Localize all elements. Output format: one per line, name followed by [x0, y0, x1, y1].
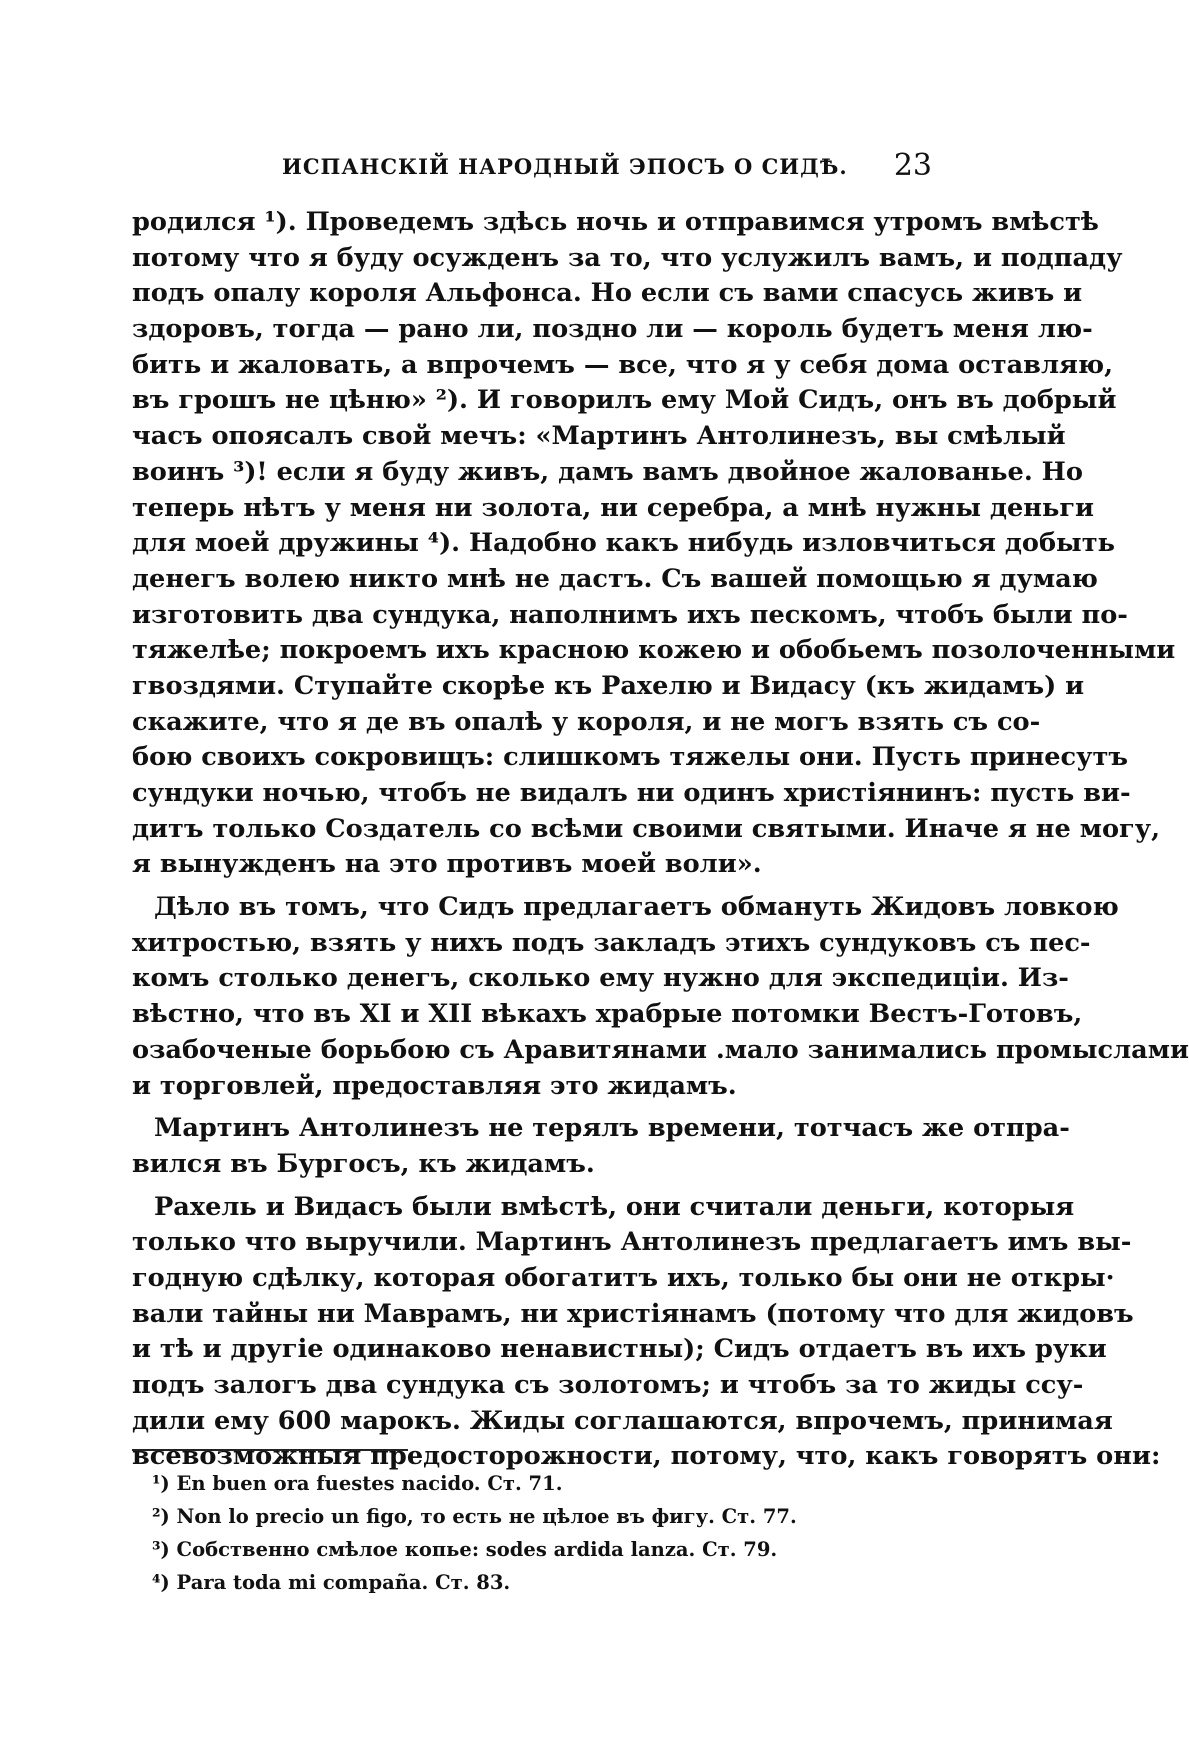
text-line: скажите, что я де въ опалѣ у короля, и не могъ взять съ со- — [132, 706, 1041, 737]
footnote-1: ¹) En buen ora fuestes nacido. Ст. 71. — [152, 1472, 563, 1495]
paragraph-2 — [132, 890, 1189, 1104]
text-line: гвоздями. Ступайте скорѣе къ Рахелю и Видасу (къ жидамъ) и — [132, 670, 1085, 701]
text-line: подъ залогъ два сундука съ золотомъ; и чтобъ за то жиды ссу- — [132, 1370, 1084, 1400]
text-line: только что выручили. Мартинъ Антолинезъ предлагаетъ имъ вы- — [132, 1227, 1132, 1258]
text-line: часъ опоясалъ свой мечъ: «Мартинъ Антолинезъ, вы смѣлый — [132, 421, 1066, 452]
text-line: въ грошъ не цѣню» ²). И говорилъ ему Мой Сидъ, онъ въ добрый — [132, 385, 1117, 416]
text-line: комъ столько денегъ, сколько ему нужно для экспедиціи. Из- — [132, 963, 1069, 994]
text-line: вился въ Бургосъ, къ жидамъ. — [132, 1148, 595, 1179]
footnote-4: ⁴) Para toda mi compaña. Ст. 83. — [152, 1571, 511, 1594]
text-line: бою своихъ сокровищъ: слишкомъ тяжелы они. Пусть принесутъ — [132, 742, 1128, 773]
body-text — [132, 205, 1189, 1475]
running-title: ИСПАНСКІЙ НАРОДНЫЙ ЭПОСЪ О СИДѢ. — [282, 154, 848, 179]
text-line: вали тайны ни Маврамъ, ни христіянамъ (потому что для жидовъ — [132, 1298, 1134, 1329]
text-line: потому что я буду осужденъ за то, что услужилъ вамъ, и подпаду — [132, 242, 1123, 273]
text-line: тяжелѣе; покроемъ ихъ красною кожею и обобьемъ позолоченными — [132, 635, 1176, 666]
footnote-2: ²) Non lo precio un figo, то есть не цѣлое въ фигу. Ст. 77. — [152, 1505, 797, 1528]
text-line: сундуки ночью, чтобъ не видалъ ни одинъ христіянинъ: пусть ви- — [132, 778, 1131, 808]
text-line: бить и жаловать, а впрочемъ — все, что я у себя дома оставляю, — [132, 349, 1114, 380]
footnote-3: ³) Собственно смѣлое копье: sodes ardida lanza. Ст. 79. — [152, 1538, 778, 1561]
text-line: воинъ ³)! если я буду живъ, дамъ вамъ двойное жалованье. Но — [132, 456, 1083, 487]
text-line: теперь нѣтъ у меня ни золота, ни серебра, а мнѣ нужны деньги — [132, 492, 1095, 523]
paragraph-3 — [132, 1111, 1070, 1182]
text-line: здоровъ, тогда — рано ли, поздно ли — король будетъ меня лю- — [132, 314, 1093, 345]
text-line: Дѣло въ томъ, что Сидъ предлагаетъ обмануть Жидовъ ловкою — [154, 892, 1119, 923]
text-line: Мартинъ Антолинезъ не терялъ времени, тотчасъ же отпра- — [154, 1113, 1070, 1144]
text-line: хитростью, взять у нихъ подъ закладъ этихъ сундуковъ съ пес- — [132, 927, 1091, 958]
text-line: изготовить два сундука, наполнимъ ихъ пескомъ, чтобъ были по- — [132, 599, 1128, 630]
text-line: и торговлей, предоставляя это жидамъ. — [132, 1070, 737, 1101]
text-line: всевозможныя предосторожности, потому, что, какъ говорятъ они: — [132, 1441, 1161, 1472]
text-line: годную сдѣлку, которая обогатитъ ихъ, только бы они не откры· — [132, 1262, 1115, 1293]
text-line: я вынужденъ на это противъ моей воли». — [132, 849, 762, 880]
text-line: для моей дружины ⁴). Надобно какъ нибудь изловчиться добыть — [132, 528, 1115, 559]
text-line: дили ему 600 марокъ. Жиды соглашаются, впрочемъ, принимая — [132, 1405, 1113, 1436]
text-line: дитъ только Создатель со всѣми своими святыми. Иначе я не могу, — [132, 813, 1161, 844]
footnotes — [152, 1467, 912, 1599]
text-line: Рахель и Видасъ были вмѣстѣ, они считали деньги, которыя — [154, 1191, 1075, 1222]
text-line: озабоченые борьбою съ Аравитянами .мало занимались промыслами — [132, 1034, 1189, 1065]
text-line: родился ¹). Проведемъ здѣсь ночь и отправимся утромъ вмѣстѣ — [132, 207, 1099, 237]
text-line: и тѣ и другіе одинаково ненавистны); Сидъ отдаетъ въ ихъ руки — [132, 1334, 1107, 1365]
text-line: вѣстно, что въ XI и XII вѣкахъ храбрые потомки Вестъ-Готовъ, — [132, 999, 1083, 1030]
text-line: подъ опалу короля Альфонса. Но если съ вами спасусь живъ и — [132, 278, 1083, 309]
text-line: денегъ волею никто мнѣ не дастъ. Съ вашей помощью я думаю — [132, 563, 1098, 594]
paragraph-1 — [132, 205, 1176, 883]
page-number: 23 — [893, 148, 932, 183]
paragraph-4 — [132, 1190, 1161, 1476]
footnote-divider — [132, 1449, 408, 1451]
running-head — [132, 148, 932, 188]
